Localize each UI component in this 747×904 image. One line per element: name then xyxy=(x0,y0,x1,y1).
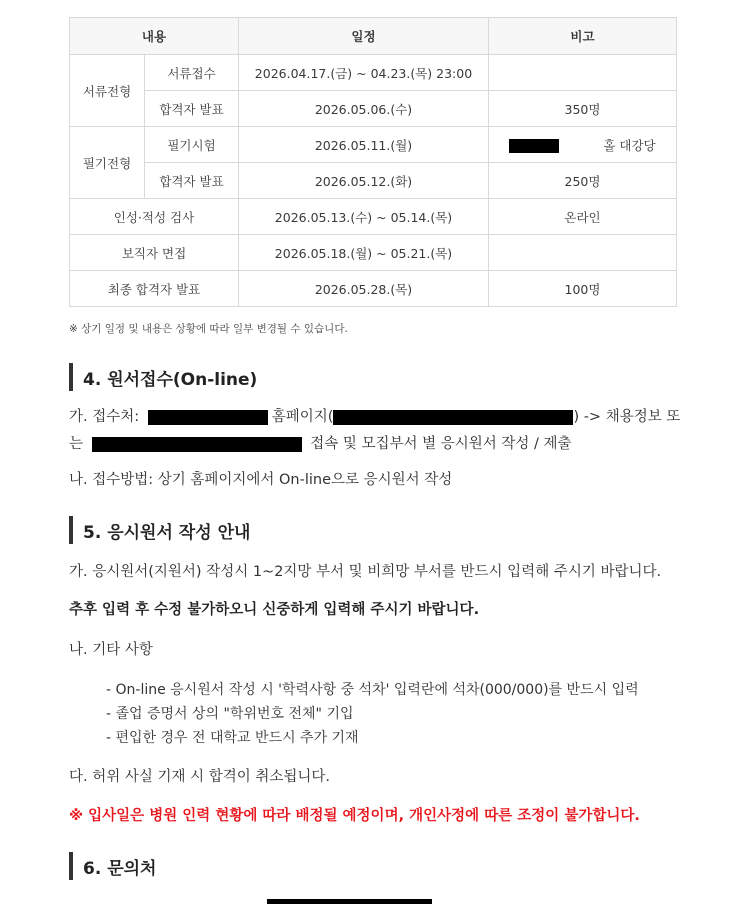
redaction-block xyxy=(267,899,432,904)
schedule-table xyxy=(69,17,677,307)
section-6-title: 6. 문의처 xyxy=(83,858,157,879)
row-item-label: 보직자 면접 xyxy=(70,235,239,271)
heading-bar xyxy=(69,516,73,544)
table-row xyxy=(70,235,677,271)
item-a-tail: ) -> 채용정보 또 xyxy=(573,409,681,425)
row-date: 2026.05.12.(화) xyxy=(239,163,489,199)
item-a-mid: 홈페이지( xyxy=(271,409,334,425)
redaction-block xyxy=(333,410,573,425)
item-a-prefix: 가. 접수처: xyxy=(69,409,140,425)
row-note xyxy=(489,235,677,271)
section-6-heading xyxy=(69,852,156,880)
venue-label: 홀 대강당 xyxy=(603,137,656,153)
table-row xyxy=(70,91,677,127)
row-date: 2026.05.13.(수) ~ 05.14.(목) xyxy=(239,199,489,235)
row-date: 2026.04.17.(금) ~ 04.23.(목) 23:00 xyxy=(239,55,489,91)
header-notes: 비고 xyxy=(489,18,677,55)
section-4-item-a xyxy=(69,404,679,458)
row-date: 2026.05.06.(수) xyxy=(239,91,489,127)
table-row xyxy=(70,199,677,235)
section-5-heading xyxy=(69,516,250,544)
section-5-detail-list xyxy=(106,678,686,750)
section-5-item-c: 다. 허위 사실 기재 시 합격이 취소됩니다. xyxy=(69,769,330,785)
table-row xyxy=(70,127,677,163)
row-note: 350명 xyxy=(489,91,677,127)
row-note: 100명 xyxy=(489,271,677,307)
row-note xyxy=(489,127,677,163)
header-schedule: 일정 xyxy=(239,18,489,55)
row-sub-label: 합격자 발표 xyxy=(145,91,239,127)
row-sub-label: 합격자 발표 xyxy=(145,163,239,199)
table-row xyxy=(70,163,677,199)
row-note: 250명 xyxy=(489,163,677,199)
row-date: 2026.05.11.(월) xyxy=(239,127,489,163)
section-5-item-a-bold: 추후 입력 후 수정 불가하오니 신중하게 입력해 주시기 바랍니다. xyxy=(69,602,480,618)
row-sub-label: 필기시험 xyxy=(145,127,239,163)
section-4-title: 4. 원서접수(On-line) xyxy=(83,369,258,390)
section-5-title: 5. 응시원서 작성 안내 xyxy=(83,522,251,543)
stage-written-label: 필기전형 xyxy=(70,127,145,199)
header-content: 내용 xyxy=(70,18,239,55)
heading-bar xyxy=(69,852,73,880)
schedule-footnote: ※ 상기 일정 및 내용은 상황에 따라 일부 변경될 수 있습니다. xyxy=(69,323,348,335)
section-4-item-b: 나. 접수방법: 상기 홈페이지에서 On-line으로 응시원서 작성 xyxy=(69,472,453,488)
list-item: - 편입한 경우 전 대학교 반드시 추가 기재 xyxy=(106,730,359,746)
table-header-row xyxy=(70,18,677,55)
row-date: 2026.05.28.(목) xyxy=(239,271,489,307)
heading-bar xyxy=(69,363,73,391)
row-note xyxy=(489,55,677,91)
section-5-item-a: 가. 응시원서(지원서) 작성시 1~2지망 부서 및 비희망 부서를 반드시 입력해 주시기 바랍니다. xyxy=(69,564,662,580)
start-date-warning: ※ 입사일은 병원 인력 현황에 따라 배정될 예정이며, 개인사정에 따른 조정이 불가합니다. xyxy=(69,808,640,824)
table-row xyxy=(70,55,677,91)
row-item-label: 인성·적성 검사 xyxy=(70,199,239,235)
row-sub-label: 서류접수 xyxy=(145,55,239,91)
row-item-label: 최종 합격자 발표 xyxy=(70,271,239,307)
table-row xyxy=(70,271,677,307)
row-note: 온라인 xyxy=(489,199,677,235)
redaction-block xyxy=(92,437,302,452)
list-item: - 졸업 증명서 상의 "학위번호 전체" 기입 xyxy=(106,706,354,722)
section-4-heading xyxy=(69,363,257,391)
stage-document-label: 서류전형 xyxy=(70,55,145,127)
section-5-item-b: 나. 기타 사항 xyxy=(69,642,153,658)
redaction-block xyxy=(148,410,268,425)
list-item: - On-line 응시원서 작성 시 '학력사항 중 석차' 입력란에 석차(000/000)를 반드시 입력 xyxy=(106,682,639,698)
item-a-line2-tail: 접속 및 모집부서 별 응시원서 작성 / 제출 xyxy=(310,436,572,452)
row-date: 2026.05.18.(월) ~ 05.21.(목) xyxy=(239,235,489,271)
item-a-line2-prefix: 는 xyxy=(69,436,84,452)
redaction-block xyxy=(509,139,559,153)
